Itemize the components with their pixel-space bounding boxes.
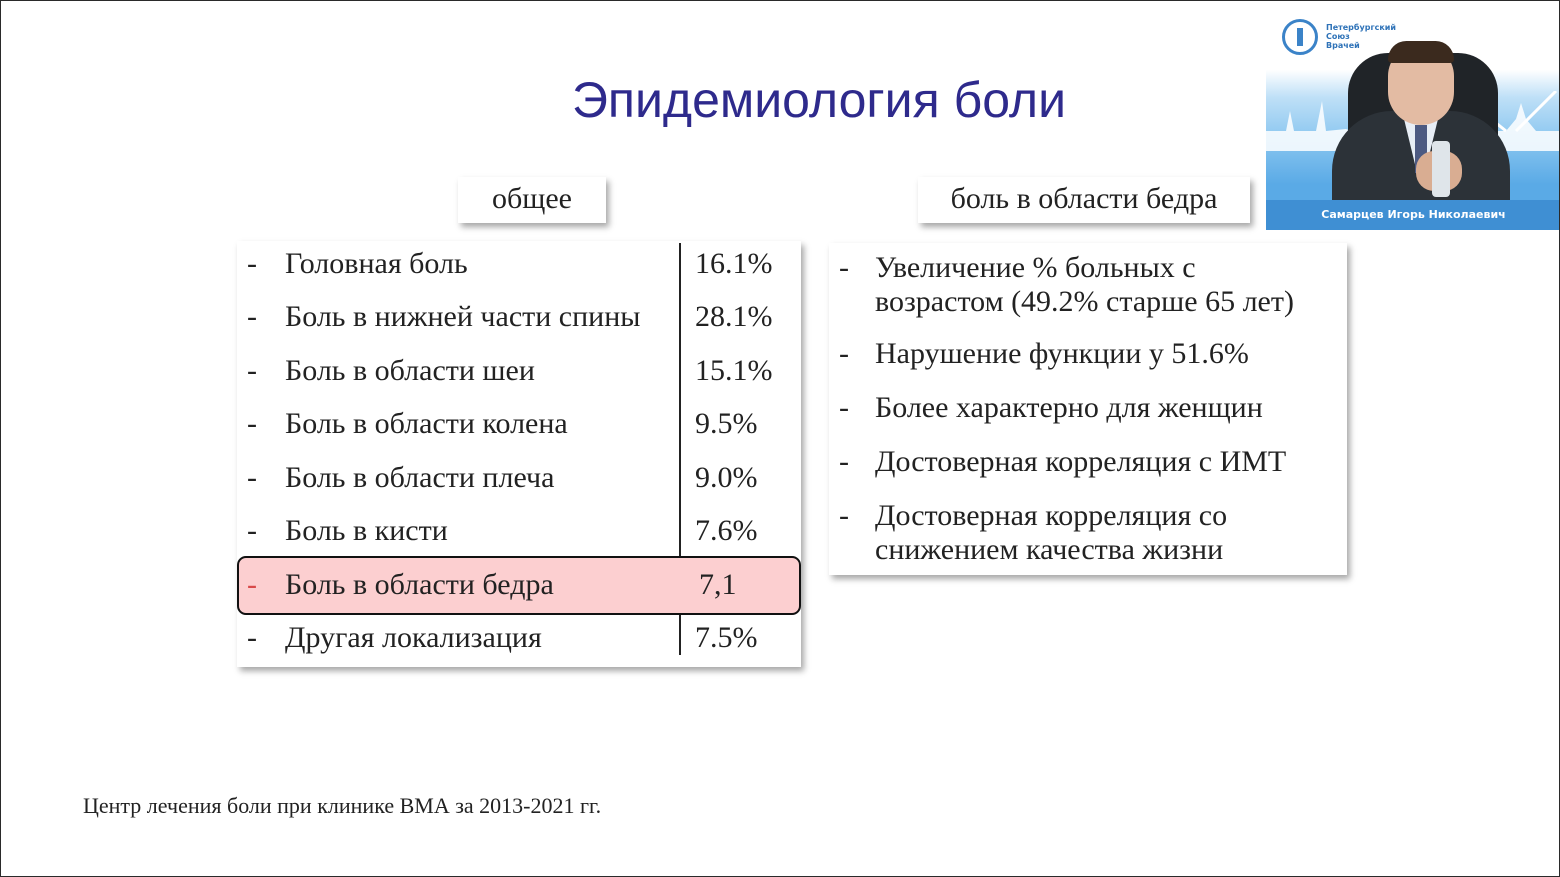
table-row: [237, 241, 801, 295]
table-row-highlighted: [237, 556, 801, 615]
row-value: 7.5%: [695, 621, 758, 654]
row-value: 15.1%: [695, 354, 773, 387]
item-line: снижением качества жизни: [875, 533, 1224, 566]
item-dash: -: [839, 251, 849, 284]
item-line: возрастом (49.2% старше 65 лет): [875, 285, 1294, 318]
row-dash: -: [247, 247, 257, 280]
row-label: Головная боль: [285, 247, 468, 280]
row-label: Боль в кисти: [285, 514, 448, 547]
item-dash: -: [839, 445, 849, 478]
item-line: Более характерно для женщин: [875, 391, 1263, 424]
table-row: [237, 508, 801, 562]
speaker-hair: [1388, 41, 1454, 63]
row-value: 7.6%: [695, 514, 758, 547]
row-label: Боль в области колена: [285, 407, 568, 440]
union-logo-text: [1326, 23, 1396, 50]
item-dash: -: [839, 337, 849, 370]
speaker-webcam: [1266, 1, 1560, 230]
row-dash: -: [247, 461, 257, 494]
row-dash: -: [247, 354, 257, 387]
item-line: Нарушение функции у 51.6%: [875, 337, 1249, 370]
row-dash: -: [247, 514, 257, 547]
table-row: [237, 615, 801, 669]
logo-line: Врачей: [1326, 41, 1360, 50]
item-text: [875, 499, 1345, 567]
row-value: 7,1: [699, 568, 737, 601]
item-text: [875, 337, 1345, 371]
row-dash: -: [247, 621, 257, 654]
item-dash: -: [839, 391, 849, 424]
hip-pain-list: [829, 243, 1347, 575]
row-value: 16.1%: [695, 247, 773, 280]
item-line: Увеличение % больных с: [875, 251, 1196, 284]
hip-header: боль в области бедра: [918, 177, 1250, 223]
row-label: Боль в области бедра: [285, 568, 554, 601]
slide-title: Эпидемиология боли: [571, 72, 1067, 128]
table-row: [237, 348, 801, 402]
table-row: [237, 401, 801, 455]
item-line: Достоверная корреляция со: [875, 499, 1228, 532]
pain-table: [237, 241, 801, 667]
row-value: 9.5%: [695, 407, 758, 440]
table-row: [237, 455, 801, 509]
row-label: Боль в области шеи: [285, 354, 535, 387]
item-text: [875, 251, 1345, 319]
logo-line: Петербургский: [1326, 23, 1396, 32]
row-value: 28.1%: [695, 300, 773, 333]
row-value: 9.0%: [695, 461, 758, 494]
row-label: Боль в области плеча: [285, 461, 555, 494]
row-label: Боль в нижней части спины: [285, 300, 641, 333]
union-logo-icon: [1282, 19, 1318, 55]
item-text: [875, 445, 1345, 479]
row-dash: -: [247, 407, 257, 440]
row-dash: -: [247, 300, 257, 333]
row-label: Другая локализация: [285, 621, 542, 654]
cup-object: [1432, 141, 1450, 197]
general-header: общее: [458, 177, 606, 223]
item-line: Достоверная корреляция с ИМТ: [875, 445, 1287, 478]
logo-line: Союз: [1326, 32, 1350, 41]
source-footnote: Центр лечения боли при клинике ВМА за 2013-2021 гг.: [83, 793, 602, 818]
row-dash: -: [247, 568, 257, 601]
item-text: [875, 391, 1345, 425]
table-row: [237, 294, 801, 348]
item-dash: -: [839, 499, 849, 532]
speaker-nameplate: Самарцев Игорь Николаевич: [1266, 200, 1560, 230]
